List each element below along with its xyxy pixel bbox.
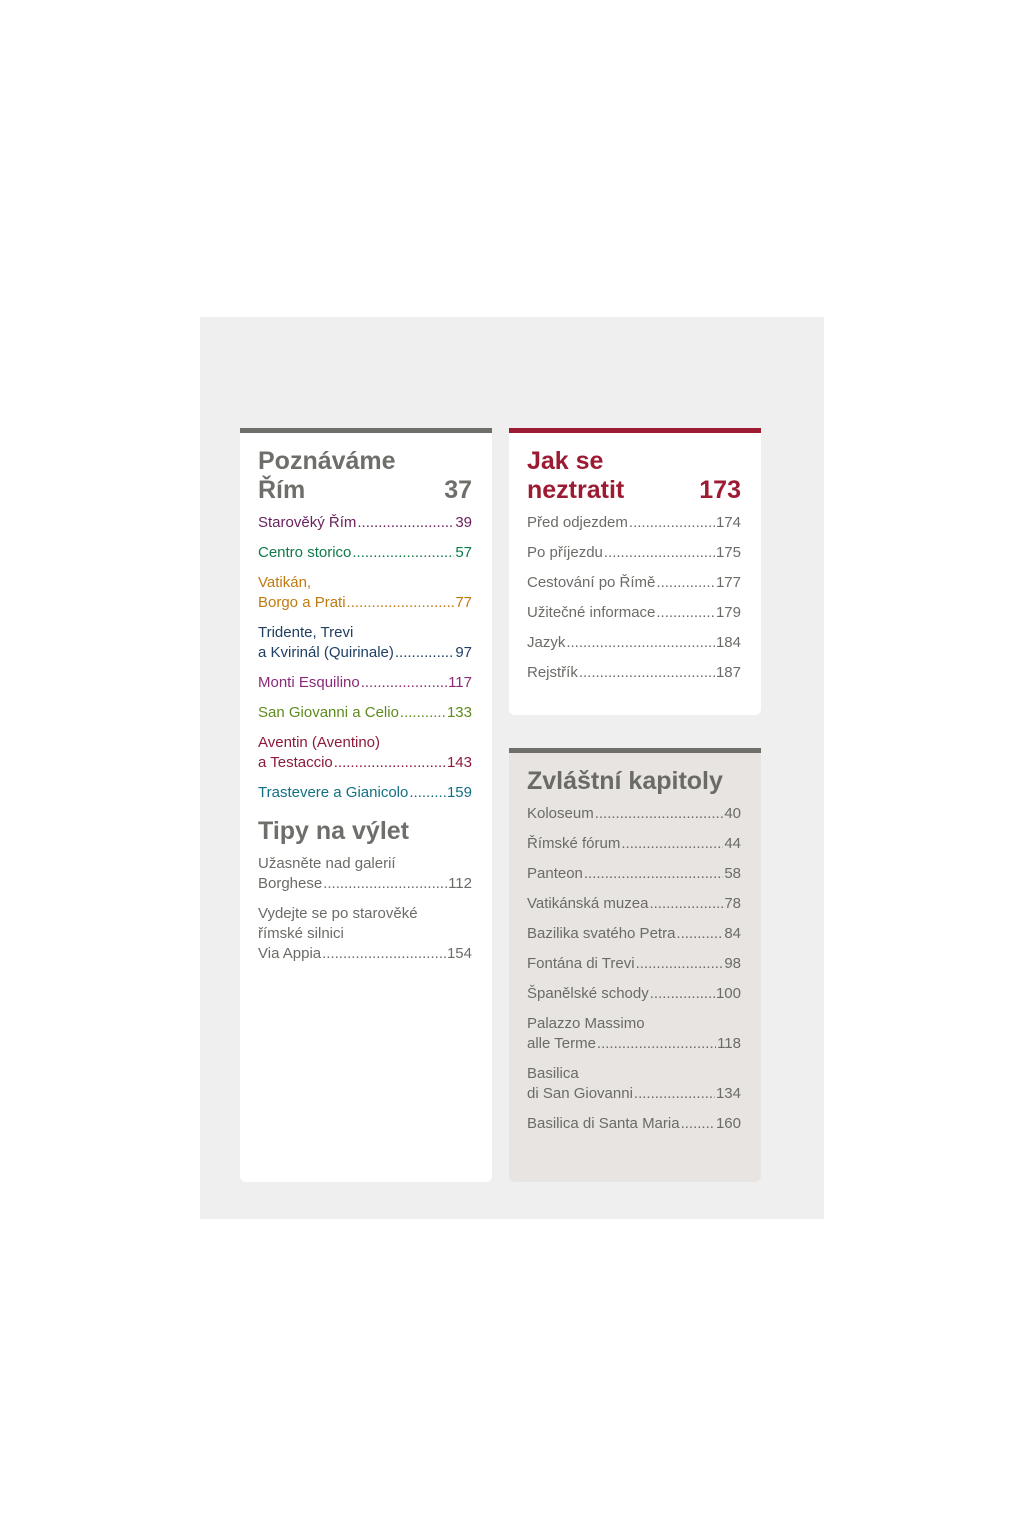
toc-item-label: Římské fórum: [527, 835, 621, 852]
leader-dots: [656, 603, 715, 623]
leader-dots: [334, 753, 446, 773]
toc-item-page: 78: [724, 895, 741, 912]
toc-item-label: Centro storico: [258, 544, 352, 561]
leader-dots: [352, 543, 454, 563]
leader-dots: [656, 573, 715, 593]
toc-page: [200, 317, 824, 1219]
section-title-explore-rome: [258, 447, 472, 505]
toc-item-page: 39: [455, 514, 472, 531]
toc-item-label: Jazyk: [527, 634, 566, 651]
section-title-line1: Jak se: [527, 447, 604, 475]
toc-item-page: 40: [724, 805, 741, 822]
leader-dots: [636, 954, 724, 974]
toc-item-label: Fontána di Trevi: [527, 955, 635, 972]
section-title-line2: Řím: [258, 476, 306, 504]
toc-item-borghese[interactable]: [258, 854, 472, 894]
leader-dots: [322, 944, 446, 964]
toc-item-label: Užitečné informace: [527, 604, 656, 621]
toc-item-label-line1: Tridente, Trevi: [258, 624, 354, 641]
toc-item-page: 133: [446, 704, 472, 721]
toc-item-uzitecne-informace[interactable]: [527, 603, 741, 623]
toc-item-label: Před odjezdem: [527, 514, 628, 531]
toc-item-label-line1: Aventin (Aventino): [258, 734, 381, 751]
toc-item-basilica-san-giovanni[interactable]: [527, 1064, 741, 1104]
toc-item-page: 184: [715, 634, 741, 651]
toc-item-palazzo-massimo[interactable]: [527, 1014, 741, 1054]
toc-item-page: 57: [455, 544, 472, 561]
toc-item-pred-odjezdem[interactable]: [527, 513, 741, 533]
toc-item-via-appia[interactable]: [258, 904, 472, 964]
leader-dots: [347, 593, 455, 613]
toc-item-label: Cestování po Římě: [527, 574, 656, 591]
toc-item-vatikanska-muzea[interactable]: [527, 894, 741, 914]
leader-dots: [621, 834, 723, 854]
toc-item-label-line1: Vydejte se po starověké: [258, 905, 418, 922]
toc-item-san-giovanni[interactable]: [258, 703, 472, 723]
toc-item-label: Vatikánská muzea: [527, 895, 649, 912]
toc-item-page: 177: [715, 574, 741, 591]
toc-item-label: Španělské schody: [527, 985, 649, 1002]
toc-item-label-line1: Vatikán,: [258, 574, 312, 591]
toc-item-label: Borghese: [258, 875, 323, 892]
toc-item-bazilika-petra[interactable]: [527, 924, 741, 944]
leader-dots: [357, 513, 454, 533]
toc-item-page: 175: [715, 544, 741, 561]
section-page-number: 37: [444, 476, 472, 504]
toc-item-page: 134: [715, 1085, 741, 1102]
toc-item-label: Starověký Řím: [258, 514, 357, 531]
toc-item-aventin[interactable]: [258, 733, 472, 773]
leader-dots: [597, 1034, 716, 1054]
toc-item-label: Borgo a Prati: [258, 594, 346, 611]
toc-item-label: Trastevere a Gianicolo: [258, 784, 409, 801]
toc-item-fontana-di-trevi[interactable]: [527, 954, 741, 974]
toc-item-label: alle Terme: [527, 1035, 596, 1052]
section-title-tips: Tipy na výlet: [258, 817, 409, 845]
toc-item-page: 143: [446, 754, 472, 771]
leader-dots: [566, 633, 715, 653]
toc-item-rejstrik[interactable]: [527, 663, 741, 683]
leader-dots: [395, 643, 454, 663]
toc-item-cestovani[interactable]: [527, 573, 741, 593]
toc-item-rimske-forum[interactable]: [527, 834, 741, 854]
toc-item-page: 58: [724, 865, 741, 882]
leader-dots: [409, 783, 446, 803]
toc-item-koloseum[interactable]: [527, 804, 741, 824]
toc-item-label: di San Giovanni: [527, 1085, 633, 1102]
leader-dots: [650, 984, 715, 1004]
toc-item-label: Via Appia: [258, 945, 322, 962]
toc-item-label-line1: Basilica: [527, 1065, 579, 1082]
section-title-getting-around: [527, 447, 741, 505]
toc-item-label: Panteon: [527, 865, 583, 882]
toc-item-page: 97: [455, 644, 472, 661]
toc-item-page: 159: [446, 784, 472, 801]
toc-item-spanelske-schody[interactable]: [527, 984, 741, 1004]
toc-item-label: a Testaccio: [258, 754, 333, 771]
toc-item-page: 154: [446, 945, 472, 962]
toc-item-trastevere[interactable]: [258, 783, 472, 803]
toc-item-label: Basilica di Santa Maria: [527, 1115, 680, 1132]
toc-item-page: 118: [717, 1035, 741, 1052]
toc-item-label-line1: Palazzo Massimo: [527, 1015, 645, 1032]
leader-dots: [579, 663, 715, 683]
leader-dots: [400, 703, 446, 723]
toc-item-label: Monti Esquilino: [258, 674, 360, 691]
toc-item-label: Bazilika svatého Petra: [527, 925, 676, 942]
toc-item-label-line1: Užasněte nad galerií: [258, 855, 396, 872]
leader-dots: [604, 543, 715, 563]
toc-item-label-line2: římské silnici: [258, 925, 344, 942]
toc-item-page: 84: [724, 925, 741, 942]
toc-item-starovky-rim[interactable]: [258, 513, 472, 533]
toc-list-special-chapters: [527, 804, 741, 1134]
toc-item-label: San Giovanni a Celio: [258, 704, 399, 721]
leader-dots: [323, 874, 447, 894]
toc-item-page: 174: [715, 514, 741, 531]
toc-item-label: Po příjezdu: [527, 544, 603, 561]
toc-item-basilica-santa-maria[interactable]: [527, 1114, 741, 1134]
toc-list-explore-rome: [258, 513, 472, 803]
toc-item-monti[interactable]: [258, 673, 472, 693]
leader-dots: [681, 1114, 715, 1134]
toc-item-page: 187: [715, 664, 741, 681]
toc-list-getting-around: [527, 513, 741, 683]
leader-dots: [361, 673, 447, 693]
leader-dots: [649, 894, 723, 914]
section-page-number: 173: [699, 476, 741, 504]
section-title-line1: Poznáváme: [258, 447, 396, 475]
section-title-special-chapters: Zvláštní kapitoly: [527, 767, 723, 795]
toc-item-page: 117: [448, 674, 472, 691]
section-card-explore-rome: [240, 428, 492, 1182]
toc-item-label: Koloseum: [527, 805, 594, 822]
section-card-special-chapters: [509, 748, 761, 1182]
toc-item-page: 112: [448, 875, 472, 892]
toc-item-page: 98: [724, 955, 741, 972]
leader-dots: [595, 804, 724, 824]
toc-item-page: 77: [455, 594, 472, 611]
toc-item-label: Rejstřík: [527, 664, 578, 681]
section-title-line2: neztratit: [527, 476, 625, 504]
toc-item-vatikan[interactable]: [258, 573, 472, 613]
toc-item-page: 179: [715, 604, 741, 621]
toc-item-tridente[interactable]: [258, 623, 472, 663]
toc-list-tips: [258, 854, 472, 964]
toc-item-jazyk[interactable]: [527, 633, 741, 653]
toc-item-label: a Kvirinál (Quirinale): [258, 644, 394, 661]
toc-item-panteon[interactable]: [527, 864, 741, 884]
toc-item-page: 44: [724, 835, 741, 852]
leader-dots: [629, 513, 715, 533]
toc-item-centro-storico[interactable]: [258, 543, 472, 563]
section-card-getting-around: [509, 428, 761, 715]
toc-item-page: 160: [715, 1115, 741, 1132]
toc-item-page: 100: [715, 985, 741, 1002]
toc-item-po-prijezdu[interactable]: [527, 543, 741, 563]
leader-dots: [584, 864, 723, 884]
leader-dots: [676, 924, 723, 944]
leader-dots: [634, 1084, 715, 1104]
